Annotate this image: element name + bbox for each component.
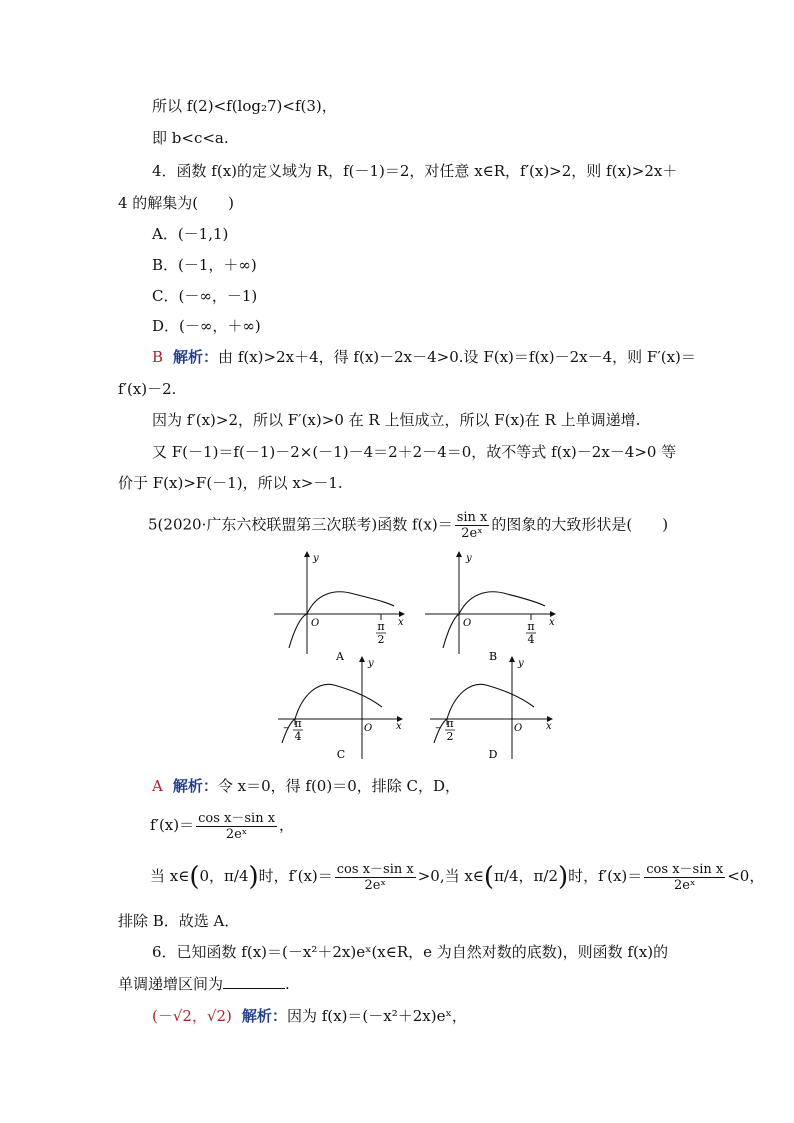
fraction-denominator: 2eˣ — [674, 877, 696, 893]
option-a: A．(－1,1) — [152, 225, 229, 243]
answer-letter: A — [152, 777, 163, 795]
solution-text: f′(x)－2. — [118, 380, 177, 398]
question-6-stem-cont — [118, 974, 290, 994]
derivative-fraction — [335, 862, 416, 893]
text-line: 所以 f(2)<f(log₂7)<f(3)， — [152, 97, 337, 115]
option-d: D．(－∞，＋∞) — [152, 317, 261, 335]
q5-prefix: 5(2020·广东六校联盟第三次联考)函数 f(x)＝ — [148, 515, 453, 534]
q5-interval-line: 当 x∈(0，π/4)时，f′(x)＝ $\frac{\text{cos x－sin x}}{\text{2eˣ}}$ >0,当 x∈(π/4，π/2)时，f′(x)＝ $\frac{\text{cos x－sin x}}{\text{2eˣ}}$ <0， — [150, 861, 765, 893]
q5-derivative-line: f′(x)＝ $\frac{\text{cos x－sin x}}{\text{2eˣ}}$ ， — [150, 810, 295, 842]
tick-numerator: π — [294, 717, 302, 730]
graph-label: D — [488, 748, 498, 761]
q6-solution-line — [152, 1006, 467, 1026]
solution-text: 因为 f′(x)>2，所以 F′(x)>0 在 R 上恒成立，所以 F(x)在 R 上单调递增. — [152, 411, 641, 429]
x-axis-label: x — [398, 617, 404, 628]
tick-denominator: 2 — [446, 730, 454, 743]
graph-option-c — [278, 655, 413, 765]
q6-text: 单调递增区间为 — [118, 975, 224, 993]
tick-denominator: 4 — [294, 730, 302, 743]
tick-numerator: π — [446, 717, 454, 730]
x-axis-label: x — [549, 617, 555, 628]
solution-text: 又 F(－1)＝f(－1)－2×(－1)－4＝2＋2－4＝0，故不等式 f(x)－2x－4>0 等 — [152, 443, 677, 461]
graph-option-b — [425, 550, 560, 665]
origin-label: O — [364, 723, 373, 734]
fraction-numerator: sin x — [456, 510, 488, 525]
analysis-label: 解析： — [241, 1007, 287, 1025]
tick-numerator: π — [377, 620, 385, 633]
solution-text: 时，f′(x)＝ — [258, 867, 333, 885]
fraction-denominator: 2eˣ — [461, 526, 483, 541]
answer-letter: B — [152, 348, 164, 366]
solution-text: 价于 F(x)>F(－1)，所以 x>－1. — [118, 474, 343, 492]
graph-option-a — [274, 550, 409, 665]
solution-text: 由 f(x)>2x＋4，得 f(x)－2x－4>0.设 F(x)＝f(x)－2x－4，则 F′(x)＝ — [218, 348, 696, 366]
answer-blank — [223, 974, 285, 989]
y-axis-label: y — [313, 553, 319, 564]
graph-option-d — [430, 655, 565, 765]
question-6-stem: 6．已知函数 f(x)＝(－x²＋2x)eˣ(x∈R，e 为自然对数的底数)，则函数 f(x)的 — [152, 943, 669, 961]
solution-text: 排除 B．故选 A． — [118, 912, 240, 930]
solution-text: >0,当 x∈ — [417, 867, 484, 885]
y-axis-label: y — [518, 658, 524, 669]
text-line: 即 b<c<a. — [152, 129, 229, 147]
svg-text:–: – — [283, 721, 289, 734]
origin-label: O — [311, 618, 320, 629]
x-axis-label: x — [396, 721, 402, 732]
svg-text:–: – — [435, 721, 441, 734]
origin-label: O — [514, 723, 523, 734]
interval-2: π/4，π/2 — [494, 867, 558, 885]
derivative-fraction — [644, 862, 725, 893]
question-4-stem: 4．函数 f(x)的定义域为 R，f(－1)＝2，对任意 x∈R，f′(x)>2，则 f(x)>2x＋ — [152, 162, 678, 180]
fraction-numerator: cos x－sin x — [198, 810, 276, 826]
graph-label: A — [336, 650, 344, 663]
graph-label: B — [488, 650, 498, 663]
derivative-fraction — [196, 811, 277, 842]
fraction-denominator: 2eˣ — [364, 877, 386, 893]
question-4-stem-cont: 4 的解集为( ) — [118, 194, 235, 212]
solution-text: 当 x∈ — [150, 867, 190, 885]
interval-1: 0，π/4 — [199, 867, 249, 885]
tick-denominator: 2 — [377, 633, 385, 646]
analysis-label: 解析： — [173, 348, 219, 366]
option-c: C．(－∞，－1) — [152, 287, 258, 305]
fraction-numerator: cos x－sin x — [646, 861, 724, 877]
tick-numerator: π — [527, 620, 535, 633]
q5-solution-line — [152, 776, 460, 796]
solution-text: <0， — [727, 867, 765, 885]
option-b: B．(－1，＋∞) — [152, 256, 257, 274]
fraction-numerator: cos x－sin x — [336, 861, 414, 877]
derivative-lhs: f′(x)＝ — [150, 816, 195, 834]
solution-text: 因为 f(x)＝(－x²＋2x)eˣ， — [286, 1007, 467, 1025]
q6-text-end: . — [285, 975, 290, 993]
q4-solution-line — [152, 347, 696, 367]
fraction-denominator: 2eˣ — [225, 826, 248, 842]
analysis-label: 解析： — [172, 777, 218, 795]
tick-denominator: 4 — [527, 633, 535, 646]
q5-fraction — [455, 510, 490, 541]
y-axis-label: y — [368, 658, 374, 669]
origin-label: O — [463, 618, 472, 629]
answer-interval: (－√2，√2) — [152, 1007, 232, 1025]
solution-text: 令 x＝0，得 f(0)＝0，排除 C，D， — [217, 777, 461, 795]
solution-text: 时，f′(x)＝ — [568, 867, 643, 885]
y-axis-label: y — [466, 553, 472, 564]
graph-label: C — [336, 748, 346, 761]
q5-suffix: 的图象的大致形状是( ) — [491, 515, 669, 534]
question-5-stem — [148, 510, 668, 541]
x-axis-label: x — [546, 721, 552, 732]
